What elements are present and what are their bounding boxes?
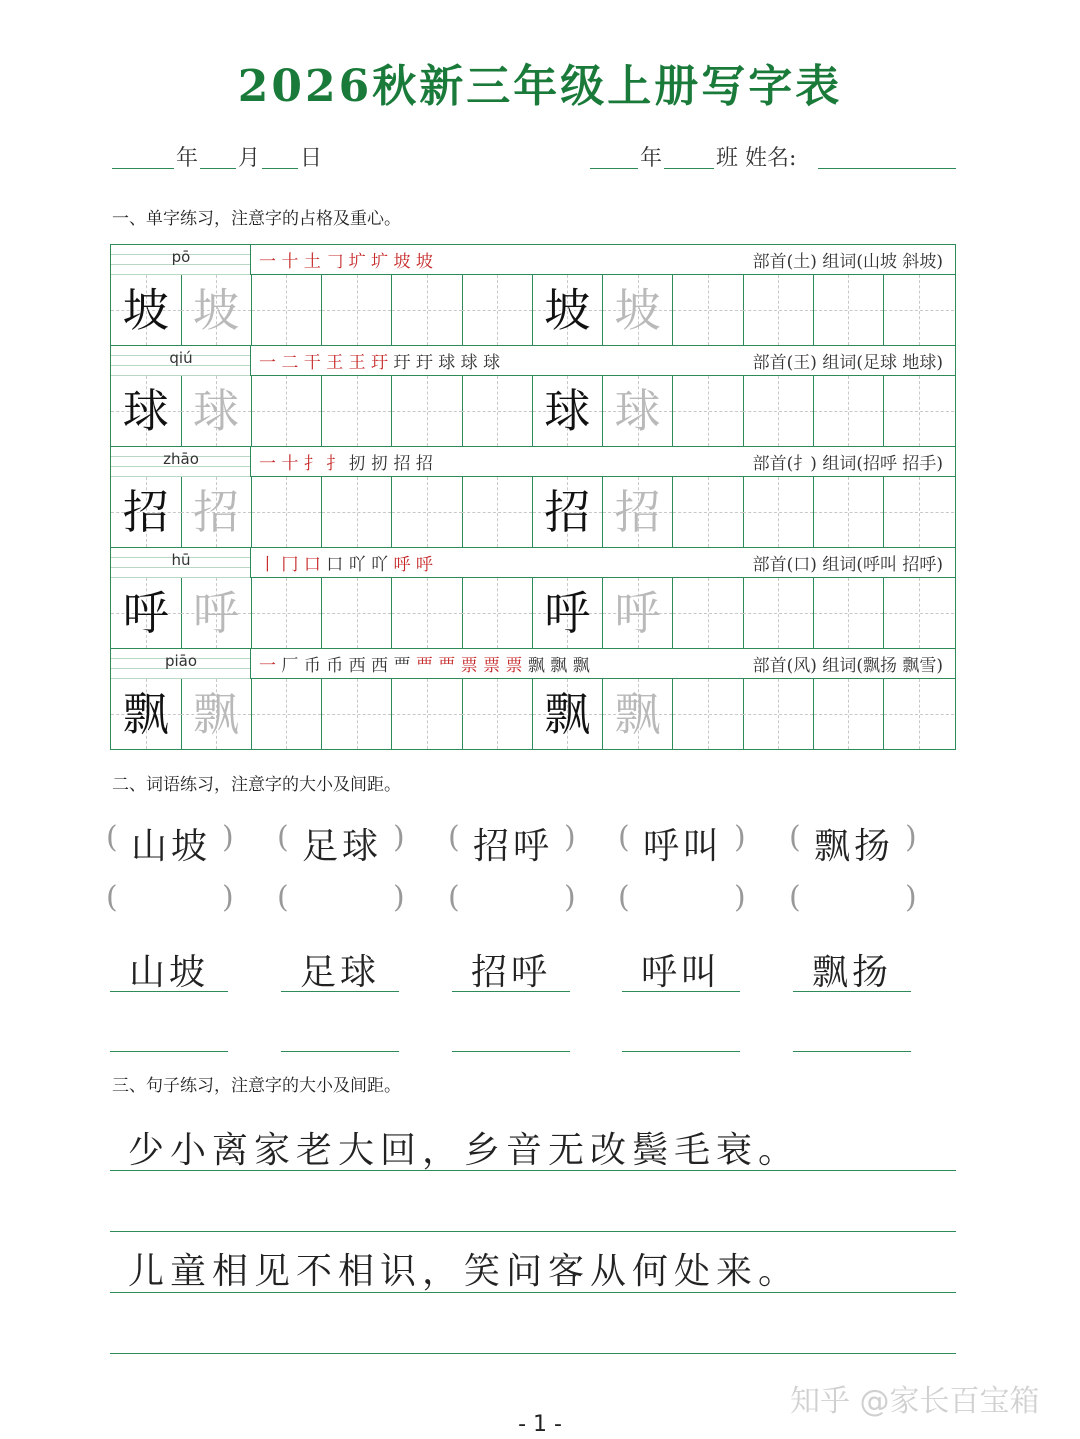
pinyin-stroke-row — [111, 447, 955, 477]
radical-and-words: 部首(扌) 组词(招呼 招手) — [752, 454, 943, 474]
stroke-step: 圹 — [371, 252, 394, 272]
sentence-line[interactable] — [110, 1353, 956, 1354]
class-name-label: 班 姓名: — [716, 146, 797, 171]
writing-cell[interactable] — [673, 275, 744, 345]
stroke-step: 覀 — [415, 656, 439, 676]
word-line-blank[interactable] — [452, 1051, 570, 1052]
pinyin-cell — [111, 245, 251, 275]
stroke-step: 一 — [259, 656, 282, 676]
stroke-step: 招 — [393, 454, 416, 474]
stroke-step: 玗 — [371, 353, 394, 373]
section-2-title: 二、词语练习，注意字的大小及间距。 — [112, 775, 401, 795]
writing-cell — [181, 679, 252, 749]
writing-cell — [603, 477, 674, 547]
word-model: 招呼 — [472, 826, 553, 867]
writing-cell[interactable] — [322, 679, 393, 749]
writing-row — [111, 578, 955, 649]
word-on-line: 呼叫 — [640, 952, 721, 993]
stroke-step: 坡 — [415, 252, 433, 272]
writing-cell[interactable] — [392, 376, 463, 446]
writing-cell — [603, 679, 674, 749]
stroke-step: 一 — [259, 252, 282, 272]
writing-cell — [603, 578, 674, 648]
year-blank[interactable] — [112, 168, 174, 169]
word-line[interactable] — [793, 991, 911, 992]
pinyin-blank[interactable] — [291, 912, 389, 942]
open-paren: ( — [277, 880, 289, 915]
model-character: 飘 — [544, 687, 591, 741]
trace-character: 招 — [614, 485, 661, 539]
close-paren: ) — [564, 880, 576, 915]
writing-cell[interactable] — [673, 679, 744, 749]
stroke-step: 票 — [460, 656, 484, 676]
word-on-line: 飘扬 — [811, 952, 892, 993]
day-label: 日 — [300, 146, 323, 171]
open-paren: ( — [789, 820, 801, 855]
writing-cell[interactable] — [252, 578, 323, 648]
stroke-step: 币 — [303, 656, 327, 676]
writing-cell — [533, 679, 604, 749]
grade-label: 年 — [640, 146, 663, 171]
word-line-blank[interactable] — [110, 1051, 228, 1052]
writing-cell[interactable] — [322, 275, 393, 345]
stroke-step: 西 — [371, 656, 394, 676]
writing-cell[interactable] — [814, 578, 885, 648]
stroke-step: 票 — [505, 656, 528, 676]
stroke-step: 覀 — [438, 656, 461, 676]
trace-character: 坡 — [614, 283, 661, 337]
word-line-blank[interactable] — [281, 1051, 399, 1052]
month-label: 月 — [238, 146, 261, 171]
radical-and-words: 部首(风) 组词(飘扬 飘雪) — [752, 656, 943, 676]
pinyin-blank[interactable] — [462, 912, 560, 942]
stroke-step: 飘 — [527, 656, 551, 676]
word-model: 足球 — [301, 826, 382, 867]
writing-row — [111, 275, 955, 346]
stroke-step: 扨 — [348, 454, 372, 474]
stroke-order — [259, 247, 433, 272]
stroke-step: 厂 — [281, 656, 304, 676]
stroke-step: 飘 — [572, 656, 590, 676]
stroke-step: 一 — [259, 353, 282, 373]
radical-and-words: 部首(土) 组词(山坡 斜坡) — [752, 252, 943, 272]
stroke-step: 王 — [326, 353, 349, 373]
stroke-step: 十 — [281, 454, 304, 474]
pinyin-text: piāo — [164, 652, 198, 670]
stroke-step: 呼 — [415, 555, 433, 575]
writing-cell — [181, 477, 252, 547]
stroke-step: 玗 — [415, 353, 439, 373]
word-line-blank[interactable] — [622, 1051, 740, 1052]
writing-cell — [603, 275, 674, 345]
stroke-step: 扌 — [303, 454, 327, 474]
pinyin-cell — [111, 649, 251, 679]
writing-cell[interactable] — [673, 376, 744, 446]
close-paren: ) — [393, 820, 405, 855]
word-line-blank[interactable] — [793, 1051, 911, 1052]
stroke-order — [259, 550, 433, 575]
writing-cell[interactable] — [462, 679, 533, 749]
model-character: 招 — [544, 485, 591, 539]
writing-cell[interactable] — [884, 679, 955, 749]
writing-cell[interactable] — [322, 477, 393, 547]
writing-cell — [533, 578, 604, 648]
open-paren: ( — [277, 820, 289, 855]
word-on-line: 招呼 — [470, 952, 551, 993]
stroke-step: 玗 — [393, 353, 416, 373]
writing-cell[interactable] — [252, 376, 323, 446]
stroke-step: 圹 — [348, 252, 372, 272]
writing-cell[interactable] — [743, 275, 814, 345]
word-on-line: 足球 — [299, 952, 380, 993]
writing-cell[interactable] — [462, 376, 533, 446]
open-paren: ( — [448, 880, 460, 915]
trace-character: 呼 — [193, 586, 239, 640]
writing-cell[interactable] — [392, 275, 463, 345]
watermark: 知乎 @家长百宝箱 — [790, 1384, 1040, 1419]
writing-cell[interactable] — [462, 477, 533, 547]
stroke-step: 飘 — [550, 656, 573, 676]
pinyin-stroke-row — [111, 245, 955, 275]
word-model: 呼叫 — [642, 826, 723, 867]
writing-cell — [181, 275, 252, 345]
stroke-step: 丨 — [259, 555, 282, 575]
word-line[interactable] — [110, 991, 228, 992]
writing-cell[interactable] — [884, 275, 955, 345]
stroke-step: 吖 — [348, 555, 372, 575]
model-character: 飘 — [122, 687, 169, 741]
day-blank[interactable] — [262, 168, 298, 169]
model-character: 呼 — [122, 586, 169, 640]
sentence-2: 儿童相见不相识，笑问客从何处来。 — [128, 1251, 801, 1292]
stroke-step: 西 — [348, 656, 372, 676]
model-character: 球 — [544, 384, 591, 438]
close-paren: ) — [734, 820, 746, 855]
stroke-step: 一 — [259, 454, 282, 474]
sentence-line[interactable] — [110, 1231, 956, 1232]
grade-blank[interactable] — [590, 168, 638, 169]
writing-cell — [533, 376, 604, 446]
writing-cell[interactable] — [462, 578, 533, 648]
writing-cell[interactable] — [884, 477, 955, 547]
close-paren: ) — [564, 820, 576, 855]
trace-character: 呼 — [614, 586, 661, 640]
writing-cell — [111, 275, 182, 345]
trace-character: 坡 — [193, 283, 239, 337]
stroke-step: 覀 — [393, 656, 416, 676]
stroke-step: 球 — [483, 353, 501, 373]
radical-and-words: 部首(口) 组词(呼叫 招呼) — [752, 555, 943, 575]
writing-cell[interactable] — [884, 578, 955, 648]
pinyin-blank[interactable] — [803, 912, 901, 942]
stroke-step: 球 — [460, 353, 484, 373]
writing-cell[interactable] — [673, 477, 744, 547]
stroke-step: 球 — [438, 353, 461, 373]
model-character: 球 — [122, 384, 169, 438]
model-character: 坡 — [122, 283, 169, 337]
word-line[interactable] — [281, 991, 399, 992]
open-paren: ( — [789, 880, 801, 915]
writing-cell[interactable] — [392, 578, 463, 648]
word-line[interactable] — [622, 991, 740, 992]
page-title: 2026秋新三年级上册写字表 — [237, 61, 843, 112]
writing-cell[interactable] — [673, 578, 744, 648]
writing-cell — [111, 679, 182, 749]
writing-cell[interactable] — [252, 679, 323, 749]
model-character: 呼 — [544, 586, 591, 640]
open-paren: ( — [618, 880, 630, 915]
pinyin-cell — [111, 548, 251, 578]
pinyin-blank[interactable] — [120, 912, 218, 942]
trace-character: 招 — [193, 485, 239, 539]
writing-cell[interactable] — [814, 679, 885, 749]
writing-cell[interactable] — [392, 679, 463, 749]
trace-character: 飘 — [193, 687, 239, 741]
sentence-line[interactable] — [110, 1170, 956, 1171]
writing-cell[interactable] — [884, 376, 955, 446]
open-paren: ( — [106, 880, 118, 915]
word-on-line: 山坡 — [128, 952, 209, 993]
open-paren: ( — [106, 820, 118, 855]
pinyin-blank[interactable] — [632, 912, 730, 942]
pinyin-text: qiú — [169, 349, 193, 367]
word-model: 飘扬 — [813, 826, 894, 867]
stroke-order — [259, 651, 590, 676]
writing-cell — [181, 376, 252, 446]
writing-cell[interactable] — [743, 376, 814, 446]
close-paren: ) — [734, 880, 746, 915]
stroke-step: 干 — [303, 353, 327, 373]
writing-cell[interactable] — [462, 275, 533, 345]
stroke-step: 口 — [326, 555, 349, 575]
page-number: - 1 - — [518, 1412, 562, 1437]
stroke-step: 土 — [303, 252, 327, 272]
trace-character: 飘 — [614, 687, 661, 741]
close-paren: ) — [393, 880, 405, 915]
stroke-step: 十 — [281, 252, 304, 272]
model-character: 招 — [122, 485, 169, 539]
month-blank[interactable] — [200, 168, 236, 169]
pinyin-text: pō — [171, 248, 191, 266]
sentence-line[interactable] — [110, 1292, 956, 1293]
pinyin-text: zhāo — [163, 450, 199, 468]
open-paren: ( — [618, 820, 630, 855]
writing-cell — [533, 275, 604, 345]
writing-cell[interactable] — [743, 578, 814, 648]
model-character: 坡 — [544, 283, 591, 337]
writing-cell[interactable] — [814, 477, 885, 547]
close-paren: ) — [905, 820, 917, 855]
writing-cell — [111, 477, 182, 547]
name-blank[interactable] — [818, 168, 956, 169]
stroke-step: 吖 — [371, 555, 394, 575]
radical-and-words: 部首(王) 组词(足球 地球) — [752, 353, 943, 373]
writing-row — [111, 376, 955, 447]
close-paren: ) — [905, 880, 917, 915]
writing-cell[interactable] — [743, 679, 814, 749]
open-paren: ( — [448, 820, 460, 855]
stroke-step: 冂 — [281, 555, 304, 575]
word-line[interactable] — [452, 991, 570, 992]
pinyin-stroke-row — [111, 548, 955, 578]
stroke-step: 呼 — [393, 555, 416, 575]
stroke-step: 票 — [483, 656, 506, 676]
pinyin-text: hū — [171, 551, 191, 569]
section-1-title: 一、单字练习，注意字的占格及重心。 — [112, 209, 401, 229]
writing-cell[interactable] — [322, 376, 393, 446]
writing-row — [111, 477, 955, 548]
writing-cell[interactable] — [322, 578, 393, 648]
stroke-step: 币 — [326, 656, 349, 676]
sentence-1: 少小离家老大回，乡音无改鬓毛衰。 — [128, 1130, 801, 1171]
writing-cell[interactable] — [252, 275, 323, 345]
writing-row — [111, 679, 955, 750]
stroke-step: 王 — [348, 353, 372, 373]
stroke-step: 扨 — [371, 454, 394, 474]
pinyin-stroke-row — [111, 346, 955, 376]
writing-cell[interactable] — [392, 477, 463, 547]
stroke-step: 二 — [281, 353, 304, 373]
class-blank[interactable] — [664, 168, 714, 169]
character-practice-grid — [110, 244, 956, 750]
writing-cell[interactable] — [814, 376, 885, 446]
writing-cell[interactable] — [743, 477, 814, 547]
word-model: 山坡 — [130, 826, 211, 867]
trace-character: 球 — [614, 384, 661, 438]
pinyin-cell — [111, 346, 251, 376]
writing-cell — [111, 376, 182, 446]
section-3-title: 三、句子练习，注意字的大小及间距。 — [112, 1076, 401, 1096]
stroke-step: 招 — [415, 454, 433, 474]
stroke-order — [259, 348, 500, 373]
stroke-step: 扌 — [326, 454, 349, 474]
writing-cell — [181, 578, 252, 648]
stroke-step: 𠃌 — [326, 252, 349, 272]
writing-cell[interactable] — [814, 275, 885, 345]
stroke-step: 坡 — [393, 252, 416, 272]
pinyin-cell — [111, 447, 251, 477]
stroke-order — [259, 449, 433, 474]
close-paren: ) — [222, 820, 234, 855]
writing-cell — [533, 477, 604, 547]
pinyin-stroke-row — [111, 649, 955, 679]
writing-cell — [603, 376, 674, 446]
stroke-step: 口 — [303, 555, 327, 575]
writing-cell[interactable] — [252, 477, 323, 547]
close-paren: ) — [222, 880, 234, 915]
year-label: 年 — [176, 146, 199, 171]
trace-character: 球 — [193, 384, 239, 438]
writing-cell — [111, 578, 182, 648]
